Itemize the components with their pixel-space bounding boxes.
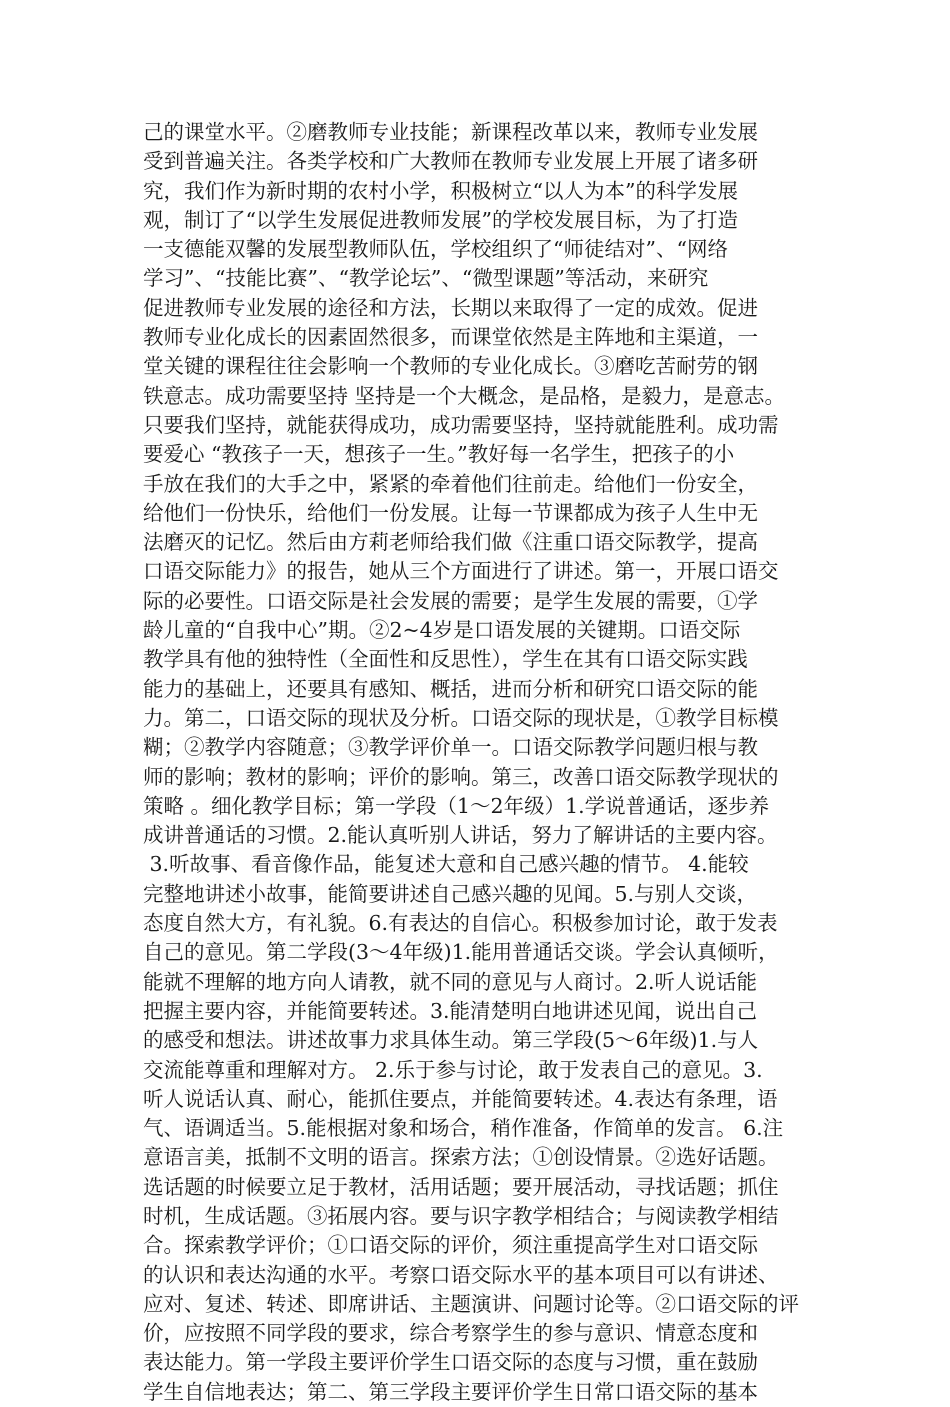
text-line: 只要我们坚持，就能获得成功，成功需要坚持，坚持就能胜利。成功需: [143, 412, 779, 437]
text-line: 己的课堂水平。②磨教师专业技能；新课程改革以来，教师专业发展: [143, 120, 758, 144]
text-line: 自己的意见。第二学段(3～4年级)1.能用普通话交谈。学会认真倾听，: [143, 940, 779, 965]
text-line: 交流能尊重和理解对方。 2.乐于参与讨论，敢于发表自己的意见。3.: [143, 1057, 763, 1082]
text-line: 学习”、“技能比赛”、“教学论坛”、“微型课题”等活动，来研究: [143, 266, 709, 291]
text-line: 观，制订了“以学生发展促进教师发展”的学校发展目标，为了打造: [143, 207, 738, 232]
text-line: 一支德能双馨的发展型教师队伍，学校组织了“师徒结对”、“网络: [143, 237, 728, 262]
text-line: 学生自信地表达；第二、第三学段主要评价学生日常口语交际的基本: [143, 1379, 758, 1404]
text-line: 受到普遍关注。各类学校和广大教师在教师专业发展上开展了诸多研: [143, 149, 758, 174]
text-line: 堂关键的课程往往会影响一个教师的专业化成长。③磨吃苦耐劳的钢: [143, 354, 758, 379]
text-line: 应对、复述、转述、即席讲话、主题演讲、问题讨论等。②口语交际的评: [143, 1291, 799, 1316]
text-line: 3.听故事、看音像作品，能复述大意和自己感兴趣的情节。 4.能较: [143, 852, 749, 877]
text-line: 气、语调适当。5.能根据对象和场合，稍作准备，作简单的发言。 6.注: [143, 1116, 784, 1141]
text-line: 时机，生成话题。③拓展内容。要与识字教学相结合；与阅读教学相结: [143, 1203, 779, 1228]
text-line: 铁意志。成功需要坚持 坚持是一个大概念，是品格，是毅力，是意志。: [143, 383, 786, 408]
text-line: 糊；②教学内容随意；③教学评价单一。口语交际教学问题归根与教: [143, 735, 758, 760]
text-line: 促进教师专业发展的途径和方法，长期以来取得了一定的成效。促进: [143, 295, 758, 320]
text-line: 力。第二，口语交际的现状及分析。口语交际的现状是，①教学目标模: [143, 705, 779, 730]
text-line: 教学具有他的独特性（全面性和反思性），学生在其有口语交际实践: [143, 647, 748, 672]
text-line: 意语言美，抵制不文明的语言。探索方法；①创设情景。②选好话题。: [143, 1145, 779, 1170]
text-line: 合。探索教学评价；①口语交际的评价，须注重提高学生对口语交际: [143, 1233, 758, 1258]
text-line: 能力的基础上，还要具有感知、概括，进而分析和研究口语交际的能: [143, 676, 758, 701]
text-line: 龄儿童的“自我中心”期。②2~4岁是口语发展的关键期。口语交际: [143, 618, 741, 643]
text-line: 策略 。细化教学目标；第一学段（1～2年级）1.学说普通话，逐步养: [143, 793, 770, 818]
text-line: 听人说话认真、耐心，能抓住要点，并能简要转述。4.表达有条理，语: [143, 1086, 778, 1111]
text-line: 选话题的时候要立足于教材，活用话题；要开展活动，寻找话题；抓住: [143, 1174, 779, 1199]
text-line: 手放在我们的大手之中，紧紧的牵着他们往前走。给他们一份安全，: [143, 471, 758, 496]
text-line: 态度自然大方，有礼貌。6.有表达的自信心。积极参加讨论，敢于发表: [143, 911, 778, 936]
text-line: 要爱心 “教孩子一天，想孩子一生。”教好每一名学生，把孩子的小: [143, 442, 735, 467]
text-line: 的认识和表达沟通的水平。考察口语交际水平的基本项目可以有讲述、: [143, 1262, 779, 1287]
text-line: 把握主要内容，并能简要转述。3.能清楚明白地讲述见闻，说出自己: [143, 998, 758, 1023]
text-line: 给他们一份快乐，给他们一份发展。让每一节课都成为孩子人生中无: [143, 500, 758, 525]
text-line: 法磨灭的记忆。然后由方莉老师给我们做《注重口语交际教学，提高: [143, 530, 758, 555]
text-line: 价，应按照不同学段的要求，综合考察学生的参与意识、情意态度和: [143, 1321, 758, 1346]
text-line: 成讲普通话的习惯。2.能认真听别人讲话，努力了解讲话的主要内容。: [143, 823, 778, 848]
body-text: [143, 118, 811, 1407]
text-line: 口语交际能力》的报告，她从三个方面进行了讲述。第一，开展口语交: [143, 559, 779, 584]
text-line: 际的必要性。口语交际是社会发展的需要；是学生发展的需要，①学: [143, 588, 758, 613]
text-line: 教师专业化成长的因素固然很多，而课堂依然是主阵地和主渠道，一: [143, 325, 758, 350]
text-line: 表达能力。第一学段主要评价学生口语交际的态度与习惯，重在鼓励: [143, 1350, 758, 1375]
text-line: 究，我们作为新时期的农村小学，积极树立“以人为本”的科学发展: [143, 178, 738, 203]
text-line: 完整地讲述小故事，能简要讲述自己感兴趣的见闻。5.与别人交谈，: [143, 881, 758, 906]
text-line: 能就不理解的地方向人请教，就不同的意见与人商讨。2.听人说话能: [143, 969, 758, 994]
text-line: 的感受和想法。讲述故事力求具体生动。第三学段(5～6年级)1.与人: [143, 1028, 759, 1053]
text-line: 师的影响；教材的影响；评价的影响。第三，改善口语交际教学现状的: [143, 764, 779, 789]
